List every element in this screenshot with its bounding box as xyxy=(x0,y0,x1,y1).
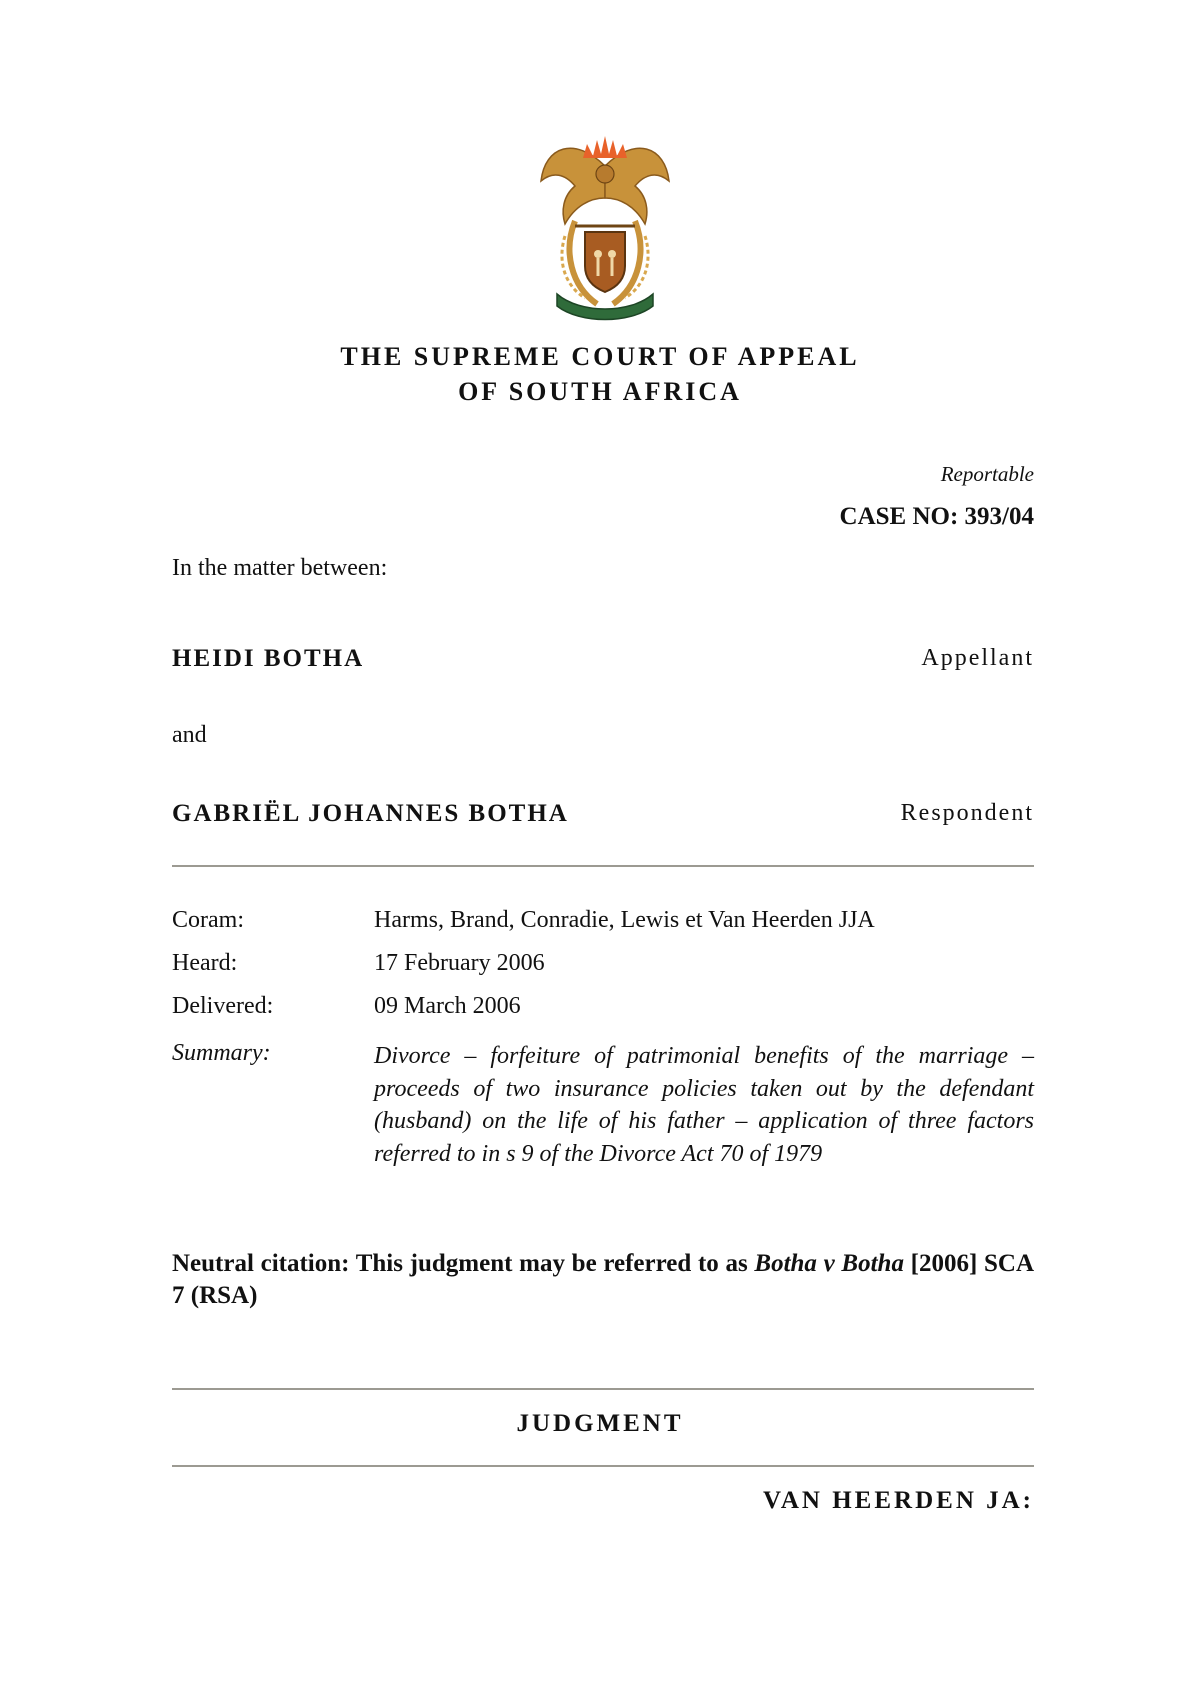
appellant-name: HEIDI BOTHA xyxy=(172,645,365,672)
neutral-citation xyxy=(172,1248,1034,1312)
respondent-role: Respondent xyxy=(900,800,1034,826)
delivered-value: 09 March 2006 xyxy=(374,993,521,1019)
delivered-label: Delivered: xyxy=(172,993,274,1019)
case-number: CASE NO: 393/04 xyxy=(839,503,1034,530)
matter-intro: In the matter between: xyxy=(172,555,388,581)
summary-text: Divorce – forfeiture of patrimonial benefits of the marriage – proceeds of two insurance policies taken out by the defendant (husband) on the life of his father – application of three factors referred to in s 9 of the Divorce Act 70 of 1979 xyxy=(374,1043,1034,1167)
citation-suffix: [2006] SCA 7 (RSA) xyxy=(172,1250,1035,1309)
appellant-role: Appellant xyxy=(921,645,1034,671)
divider xyxy=(172,1465,1034,1467)
court-name-line2: OF SOUTH AFRICA xyxy=(458,377,742,406)
reportable-label: Reportable xyxy=(940,462,1034,486)
conjunction: and xyxy=(172,722,207,748)
heard-value: 17 February 2006 xyxy=(374,950,545,976)
citation-prefix: Neutral citation: This judgment may be referred to as xyxy=(172,1250,755,1277)
coat-of-arms-icon xyxy=(535,126,675,321)
divider xyxy=(172,865,1034,867)
coram-label: Coram: xyxy=(172,907,244,933)
citation-case-name: Botha v Botha xyxy=(754,1250,904,1277)
divider xyxy=(172,1388,1034,1390)
judge-name: VAN HEERDEN JA: xyxy=(763,1487,1034,1514)
summary-label: Summary: xyxy=(172,1040,271,1066)
heard-label: Heard: xyxy=(172,950,238,976)
respondent-name: GABRIËL JOHANNES BOTHA xyxy=(172,800,569,827)
judgment-heading: JUDGMENT xyxy=(516,1410,684,1437)
coram-value: Harms, Brand, Conradie, Lewis et Van Heerden JJA xyxy=(374,907,875,933)
court-name-line1: THE SUPREME COURT OF APPEAL xyxy=(340,342,860,371)
